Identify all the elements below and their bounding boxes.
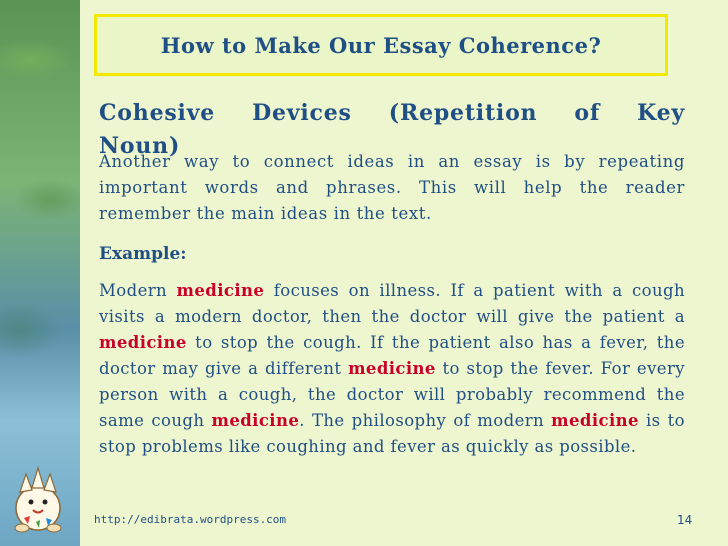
slide-title: How to Make Our Essay Coherence? xyxy=(160,32,602,58)
example-text: is to stop problems like coughing and fever as quickly as possible. xyxy=(99,411,685,456)
example-text: Modern xyxy=(99,281,177,300)
intro-paragraph: Another way to connect ideas in an essay is by repeating important words and phrases. This will help the reader remember the main ideas in the text. xyxy=(99,152,685,223)
keyword-medicine: medicine xyxy=(176,281,265,300)
footer-url-link[interactable]: http://edibrata.wordpress.com xyxy=(94,513,287,526)
example-text: . The philosophy of modern xyxy=(299,411,552,430)
example-text: to stop the cough. If the patient also has a fever, the doctor may give a different xyxy=(99,333,685,378)
section-heading-continued: Noun) xyxy=(99,133,181,159)
example-text: focuses on illness. If a patient with a cough visits a modern doctor, then the doctor will give the patient a xyxy=(99,281,686,326)
page-number: 14 xyxy=(677,513,693,527)
togepi-mascot-icon xyxy=(6,462,70,534)
keyword-medicine: medicine xyxy=(99,333,187,352)
content-area xyxy=(80,0,728,546)
keyword-medicine: medicine xyxy=(211,411,300,430)
section-heading: Cohesive Devices (Repetition of Key xyxy=(99,100,685,126)
keyword-medicine: medicine xyxy=(551,411,639,430)
example-text: to stop the fever. For every person with a cough, the doctor will probably recommend the same cough xyxy=(99,359,685,430)
title-box xyxy=(94,14,668,76)
example-label: Example: xyxy=(99,244,187,264)
example-paragraph xyxy=(99,278,685,460)
keyword-medicine: medicine xyxy=(348,359,436,378)
